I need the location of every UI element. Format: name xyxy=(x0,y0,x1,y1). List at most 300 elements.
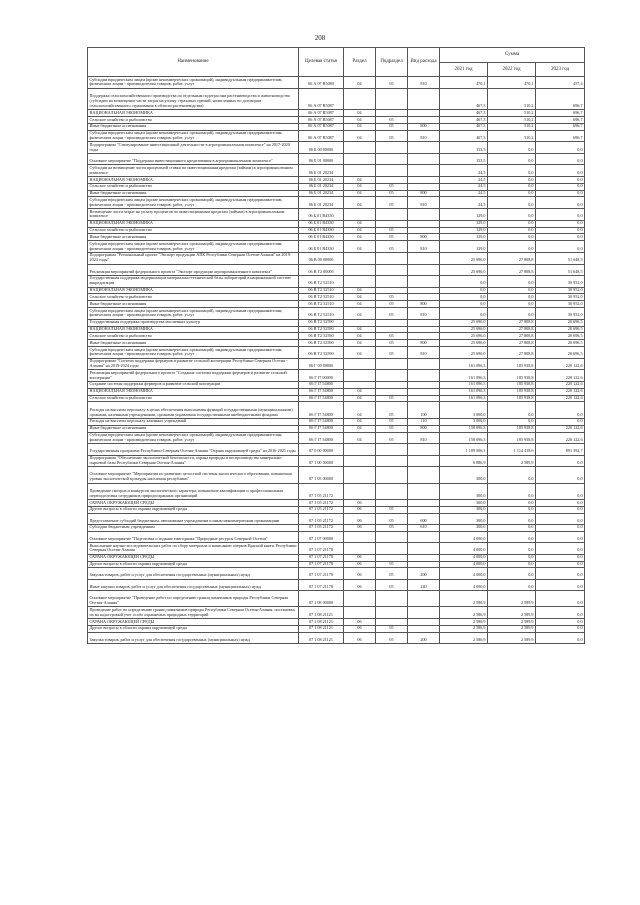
cell-2021: 470,1 xyxy=(440,77,488,89)
table-row xyxy=(88,531,585,542)
cell-2021: 129,0 xyxy=(440,227,488,234)
cell-article: 07 0 00 00000 xyxy=(299,444,344,455)
cell-name: Сельское хозяйство и рыболовство xyxy=(88,395,299,402)
cell-name: Проведение смотров и конкурсов экологического характера, повышение квалификации и профессиональная переподготовка сотрудников природоохранных организаций xyxy=(88,483,299,499)
cell-2021: 300,0 xyxy=(440,524,488,531)
cell-exp-type xyxy=(408,561,440,568)
cell-exp-type xyxy=(408,142,440,154)
cell-2021: 161 096,3 xyxy=(440,395,488,402)
header-sum: Сумма xyxy=(440,48,585,63)
cell-2022: 185 938,8 xyxy=(488,358,536,370)
cell-section xyxy=(344,607,376,619)
cell-article: 06 Б 01 20234 xyxy=(299,177,344,184)
cell-article: 06 Г I7 54800 xyxy=(299,418,344,425)
cell-article: 06 В Т2 52590 xyxy=(299,326,344,333)
cell-2023: 220 122,6 xyxy=(536,395,585,402)
cell-exp-type: 800 xyxy=(408,425,440,432)
cell-exp-type xyxy=(408,110,440,117)
cell-article: 06 В Т2 52510 xyxy=(299,308,344,320)
cell-section xyxy=(344,264,376,275)
cell-2021: 467,3 xyxy=(440,110,488,117)
cell-name: НАЦИОНАЛЬНАЯ ЭКОНОМИКА xyxy=(88,287,299,294)
cell-2021: 3 000,0 xyxy=(440,418,488,425)
cell-2021: 300,0 xyxy=(440,500,488,507)
cell-section xyxy=(344,165,376,177)
cell-2022: 0,0 xyxy=(488,154,536,165)
cell-section xyxy=(344,88,376,110)
cell-subsection xyxy=(376,483,408,499)
cell-name: Возмещение части затрат на уплату процентов по инвестиционным кредитам (займам) в агропромышленном комплексе xyxy=(88,209,299,221)
cell-2021: 1 109 506,1 xyxy=(440,444,488,455)
cell-subsection: 05 xyxy=(376,301,408,308)
cell-article: 06 Б 01 R4330 xyxy=(299,241,344,253)
cell-exp-type xyxy=(408,467,440,483)
table-row xyxy=(88,625,585,632)
cell-subsection xyxy=(376,287,408,294)
cell-2021: 25 696,0 xyxy=(440,326,488,333)
cell-2023: 0,0 xyxy=(536,183,585,190)
cell-section: 04 xyxy=(344,234,376,241)
cell-article: 06 Б 01 R4330 xyxy=(299,234,344,241)
table-row xyxy=(88,220,585,227)
cell-2022: 0,0 xyxy=(488,183,536,190)
cell-section: 04 xyxy=(344,190,376,197)
cell-2021: 25 696,0 xyxy=(440,264,488,275)
cell-section: 06 xyxy=(344,568,376,579)
table-row xyxy=(88,568,585,579)
cell-exp-type xyxy=(408,117,440,124)
cell-exp-type xyxy=(408,326,440,333)
cell-article: 07 1 08 21121 xyxy=(299,625,344,632)
cell-article: 07 1 05 21172 xyxy=(299,524,344,531)
table-row xyxy=(88,418,585,425)
cell-subsection: 05 xyxy=(376,308,408,320)
cell-section: 06 xyxy=(344,561,376,568)
cell-subsection: 05 xyxy=(376,625,408,632)
cell-exp-type xyxy=(408,506,440,513)
cell-name: Расходы на выплаты персоналу в целях обеспечения выполнения функций государственными (муниципальными) органами, казенными учреждениями, органами управления государственными внебюджетными фондами xyxy=(88,402,299,418)
cell-2022: 0,0 xyxy=(488,294,536,301)
cell-article: 06 Б 01 20234 xyxy=(299,183,344,190)
cell-2023: 0,0 xyxy=(536,632,585,643)
cell-2022: 27 808,8 xyxy=(488,319,536,326)
cell-article: 06 А 07 R5087 xyxy=(299,110,344,117)
cell-2022: 27 808,8 xyxy=(488,326,536,333)
cell-subsection: 05 xyxy=(376,513,408,524)
cell-exp-type xyxy=(408,264,440,275)
cell-2021: 129,0 xyxy=(440,209,488,221)
cell-2021: 2 586,9 xyxy=(440,591,488,607)
table-row xyxy=(88,117,585,124)
cell-name: Иные закупки товаров, работ и услуг для обеспечения государственных (муниципальных) нужд xyxy=(88,579,299,590)
cell-name: Предоставление субсидий бюджетным, автономным учреждениям и иным некоммерческим организациям xyxy=(88,513,299,524)
cell-2022: 0,0 xyxy=(488,418,536,425)
cell-2023: 0,0 xyxy=(536,418,585,425)
table-row xyxy=(88,123,585,130)
cell-2021: 300,0 xyxy=(440,467,488,483)
cell-section: 04 xyxy=(344,340,376,347)
table-row xyxy=(88,467,585,483)
cell-exp-type xyxy=(408,220,440,227)
cell-2023: 0,0 xyxy=(536,483,585,499)
cell-2022: 2 589,9 xyxy=(488,591,536,607)
header-year-2023: 2023 год xyxy=(536,63,585,77)
cell-2022: 0,0 xyxy=(488,197,536,209)
cell-subsection xyxy=(376,388,408,395)
cell-2022: 0,0 xyxy=(488,142,536,154)
cell-section xyxy=(344,209,376,221)
cell-2023: 20 696,5 xyxy=(536,333,585,340)
table-row xyxy=(88,632,585,643)
cell-2022: 0,0 xyxy=(488,483,536,499)
cell-2022: 0,0 xyxy=(488,467,536,483)
cell-2023: 220 122,6 xyxy=(536,425,585,432)
cell-article: 06 Г I7 54800 xyxy=(299,381,344,388)
cell-subsection: 05 xyxy=(376,340,408,347)
cell-name: ОХРАНА ОКРУЖАЮЩЕЙ СРЕДЫ xyxy=(88,619,299,626)
cell-article: 06 Б 01 20234 xyxy=(299,197,344,209)
cell-2021: 4 000,0 xyxy=(440,561,488,568)
cell-2021: 0,0 xyxy=(440,275,488,287)
cell-article: 06 Б 01 20234 xyxy=(299,190,344,197)
cell-name: Подпрограмма "Стимулирование инвестиционной деятельности в агропромышленном комплексе" на 2017-2020 годы xyxy=(88,142,299,154)
header-name: Наименование xyxy=(88,48,299,77)
cell-exp-type xyxy=(408,619,440,626)
cell-section xyxy=(344,467,376,483)
cell-section: 04 xyxy=(344,220,376,227)
cell-exp-type xyxy=(408,370,440,382)
cell-exp-type xyxy=(408,183,440,190)
cell-section: 04 xyxy=(344,183,376,190)
table-row xyxy=(88,241,585,253)
cell-2021: 2 586,9 xyxy=(440,632,488,643)
table-row xyxy=(88,444,585,455)
cell-2022: 0,0 xyxy=(488,531,536,542)
table-row xyxy=(88,154,585,165)
cell-2022: 0,0 xyxy=(488,402,536,418)
cell-article: 06 А 07 R5087 xyxy=(299,123,344,130)
table-row xyxy=(88,381,585,388)
cell-subsection: 05 xyxy=(376,561,408,568)
cell-section xyxy=(344,252,376,264)
cell-2023: 0,0 xyxy=(536,568,585,579)
cell-section: 04 xyxy=(344,110,376,117)
cell-name: Государственная поддержка модернизации материально-технической базы лабораторий в национальной системе аккредитации xyxy=(88,275,299,287)
cell-section: 04 xyxy=(344,77,376,89)
cell-name: Выполнение научно-исследовательских работ по сбору материала и написанию очерков Красной книги Республики Северная Осетия-Алания xyxy=(88,543,299,555)
cell-2022: 185 938,8 xyxy=(488,381,536,388)
cell-2023: 30 952,0 xyxy=(536,287,585,294)
cell-2022: 0,0 xyxy=(488,220,536,227)
cell-exp-type xyxy=(408,275,440,287)
cell-subsection: 05 xyxy=(376,425,408,432)
cell-article: 06 Г I7 00000 xyxy=(299,370,344,382)
cell-article: 06 В 00 00000 xyxy=(299,252,344,264)
cell-2023: 220 122,6 xyxy=(536,388,585,395)
cell-article: 06 В Т2 52510 xyxy=(299,287,344,294)
table-row xyxy=(88,395,585,402)
cell-section: 04 xyxy=(344,333,376,340)
cell-exp-type xyxy=(408,154,440,165)
cell-article: 07 1 08 21121 xyxy=(299,632,344,643)
cell-exp-type xyxy=(408,543,440,555)
table-row xyxy=(88,425,585,432)
cell-name: Иные бюджетные ассигнования xyxy=(88,425,299,432)
cell-2022: 510,2 xyxy=(488,110,536,117)
cell-subsection xyxy=(376,154,408,165)
cell-subsection: 05 xyxy=(376,524,408,531)
cell-name: Другие вопросы в области охраны окружающей среды xyxy=(88,561,299,568)
table-row xyxy=(88,543,585,555)
table-row xyxy=(88,591,585,607)
cell-subsection: 05 xyxy=(376,183,408,190)
cell-2021: 25 696,0 xyxy=(440,347,488,359)
cell-exp-type xyxy=(408,333,440,340)
cell-name: Субсидии юридическим лицам (кроме некоммерческих организаций), индивидуальным предпринимателям, физическим лицам - производителям товаров, работ, услуг xyxy=(88,347,299,359)
cell-2023: 51 648,5 xyxy=(536,252,585,264)
table-row xyxy=(88,234,585,241)
cell-exp-type xyxy=(408,287,440,294)
cell-2021: 24,5 xyxy=(440,183,488,190)
cell-exp-type xyxy=(408,483,440,499)
cell-name: Расходы на выплаты персоналу казенных учреждений xyxy=(88,418,299,425)
cell-exp-type xyxy=(408,252,440,264)
cell-article: 06 В Т2 52590 xyxy=(299,347,344,359)
cell-2022: 510,2 xyxy=(488,130,536,142)
cell-exp-type xyxy=(408,455,440,467)
cell-exp-type: 810 xyxy=(408,77,440,89)
cell-2023: 0,0 xyxy=(536,506,585,513)
cell-exp-type xyxy=(408,294,440,301)
cell-article: 06 Г I7 54800 xyxy=(299,402,344,418)
cell-subsection: 05 xyxy=(376,294,408,301)
cell-exp-type xyxy=(408,444,440,455)
cell-subsection xyxy=(376,142,408,154)
cell-exp-type xyxy=(408,531,440,542)
cell-name: Поддержка сельскохозяйственного производства по отдельным подотраслям растениеводства и животноводства (субсидии на возмещение части затрат на уплату страховых премий, начисленных по договорам сельскохозяйственного страхования в области растениеводства) xyxy=(88,88,299,110)
cell-name: Иные бюджетные ассигнования xyxy=(88,340,299,347)
cell-name: Закупка товаров, работ и услуг для обеспечения государственных (муниципальных) нужд xyxy=(88,632,299,643)
cell-2022: 470,1 xyxy=(488,77,536,89)
cell-2023: 0,0 xyxy=(536,227,585,234)
cell-exp-type xyxy=(408,381,440,388)
cell-name: НАЦИОНАЛЬНАЯ ЭКОНОМИКА xyxy=(88,177,299,184)
cell-section: 04 xyxy=(344,308,376,320)
cell-2021: 4 000,0 xyxy=(440,568,488,579)
cell-2021: 25 696,0 xyxy=(440,319,488,326)
cell-exp-type xyxy=(408,88,440,110)
table-row xyxy=(88,483,585,499)
cell-2022: 185 938,8 xyxy=(488,388,536,395)
cell-exp-type: 810 xyxy=(408,432,440,444)
cell-subsection: 05 xyxy=(376,234,408,241)
table-row xyxy=(88,294,585,301)
cell-2023: 220 122,6 xyxy=(536,370,585,382)
cell-article: 06 Б 01 20234 xyxy=(299,165,344,177)
table-row xyxy=(88,308,585,320)
cell-article: 06 Б 01 00000 xyxy=(299,154,344,165)
cell-2023: 696,7 xyxy=(536,88,585,110)
table-body xyxy=(88,77,585,644)
header-exp-type: Вид расхода xyxy=(408,48,440,77)
cell-section: 06 xyxy=(344,500,376,507)
cell-subsection: 05 xyxy=(376,418,408,425)
cell-article: 06 Г I7 54800 xyxy=(299,395,344,402)
cell-section: 06 xyxy=(344,524,376,531)
cell-subsection: 05 xyxy=(376,241,408,253)
cell-section xyxy=(344,381,376,388)
table-row xyxy=(88,619,585,626)
table-row xyxy=(88,264,585,275)
cell-2021: 153,5 xyxy=(440,154,488,165)
cell-2022: 0,0 xyxy=(488,241,536,253)
cell-subsection xyxy=(376,209,408,221)
cell-2021: 6 886,9 xyxy=(440,455,488,467)
cell-2022: 27 808,8 xyxy=(488,252,536,264)
table-row xyxy=(88,402,585,418)
cell-2021: 161 096,3 xyxy=(440,370,488,382)
cell-section xyxy=(344,543,376,555)
cell-2022: 0,0 xyxy=(488,513,536,524)
cell-2022: 0,0 xyxy=(488,301,536,308)
cell-section: 04 xyxy=(344,402,376,418)
cell-2023: 0,0 xyxy=(536,591,585,607)
cell-section xyxy=(344,370,376,382)
cell-2023: 20 696,5 xyxy=(536,340,585,347)
cell-2023: 0,0 xyxy=(536,177,585,184)
cell-subsection xyxy=(376,500,408,507)
cell-2023: 0,0 xyxy=(536,209,585,221)
cell-subsection: 05 xyxy=(376,568,408,579)
budget-table xyxy=(87,47,585,644)
cell-2023: 891 392,7 xyxy=(536,444,585,455)
cell-subsection: 05 xyxy=(376,227,408,234)
cell-name: НАЦИОНАЛЬНАЯ ЭКОНОМИКА xyxy=(88,220,299,227)
cell-2023: 0,0 xyxy=(536,455,585,467)
cell-2021: 0,0 xyxy=(440,287,488,294)
table-row xyxy=(88,110,585,117)
cell-article: 07 1 07 21178 xyxy=(299,579,344,590)
cell-2022: 510,2 xyxy=(488,88,536,110)
cell-name: НАЦИОНАЛЬНАЯ ЭКОНОМИКА xyxy=(88,110,299,117)
cell-article: 06 А 07 R5087 xyxy=(299,117,344,124)
cell-2021: 24,5 xyxy=(440,177,488,184)
cell-exp-type xyxy=(408,319,440,326)
table-row xyxy=(88,177,585,184)
cell-2021: 24,5 xyxy=(440,190,488,197)
table-row xyxy=(88,190,585,197)
cell-2022: 0,0 xyxy=(488,500,536,507)
cell-2023: 0,0 xyxy=(536,500,585,507)
cell-name: Другие вопросы в области охраны окружающей среды xyxy=(88,625,299,632)
cell-exp-type: 800 xyxy=(408,301,440,308)
cell-name: Субсидии бюджетным учреждениям xyxy=(88,524,299,531)
cell-exp-type xyxy=(408,358,440,370)
header-year-2021: 2021 год xyxy=(440,63,488,77)
cell-article: 06 В Т2 52590 xyxy=(299,340,344,347)
cell-name: Государственная программа Республики Северная Осетия-Алания "Охрана окружающей среды" на 2016-2021 годы xyxy=(88,444,299,455)
cell-2022: 0,0 xyxy=(488,227,536,234)
cell-2022: 185 938,8 xyxy=(488,432,536,444)
cell-2021: 300,0 xyxy=(440,506,488,513)
cell-article: 07 1 00 00000 xyxy=(299,455,344,467)
cell-subsection: 05 xyxy=(376,347,408,359)
cell-exp-type: 810 xyxy=(408,130,440,142)
cell-name: Иные бюджетные ассигнования xyxy=(88,190,299,197)
cell-name: Государственная поддержка производства масличных культур xyxy=(88,319,299,326)
cell-exp-type: 810 xyxy=(408,197,440,209)
cell-2023: 696,7 xyxy=(536,123,585,130)
cell-2023: 0,0 xyxy=(536,241,585,253)
cell-subsection: 05 xyxy=(376,632,408,643)
table-row xyxy=(88,432,585,444)
cell-subsection xyxy=(376,165,408,177)
cell-2022: 510,2 xyxy=(488,123,536,130)
cell-name: Сельское хозяйство и рыболовство xyxy=(88,117,299,124)
cell-section xyxy=(344,483,376,499)
cell-2022: 185 938,8 xyxy=(488,395,536,402)
cell-name: Иные бюджетные ассигнования xyxy=(88,123,299,130)
cell-2021: 153,5 xyxy=(440,142,488,154)
cell-name: Сельское хозяйство и рыболовство xyxy=(88,333,299,340)
cell-section: 06 xyxy=(344,632,376,643)
cell-2021: 467,3 xyxy=(440,117,488,124)
cell-name: Сельское хозяйство и рыболовство xyxy=(88,227,299,234)
table-row xyxy=(88,183,585,190)
cell-article: 06 Б 00 00000 xyxy=(299,142,344,154)
cell-subsection: 05 xyxy=(376,190,408,197)
cell-2023: 0,0 xyxy=(536,234,585,241)
cell-name: Субсидии юридическим лицам (кроме некоммерческих организаций), индивидуальным предпринимателям, физическим лицам - производителям товаров, работ, услуг xyxy=(88,241,299,253)
cell-article: 07 1 07 21178 xyxy=(299,561,344,568)
cell-exp-type xyxy=(408,177,440,184)
cell-subsection: 05 xyxy=(376,123,408,130)
cell-section xyxy=(344,319,376,326)
cell-2021: 129,0 xyxy=(440,234,488,241)
cell-section xyxy=(344,531,376,542)
cell-section: 06 xyxy=(344,513,376,524)
table-row xyxy=(88,388,585,395)
cell-2023: 30 952,0 xyxy=(536,308,585,320)
cell-exp-type: 810 xyxy=(408,347,440,359)
cell-article: 07 1 05 21172 xyxy=(299,513,344,524)
cell-name: Субсидии юридическим лицам (кроме некоммерческих организаций), индивидуальным предпринимателям, физическим лицам - производителям товаров, работ, услуг xyxy=(88,432,299,444)
cell-name: Реализация мероприятий федерального проекта "Экспорт продукции агропромышленного комплекса" xyxy=(88,264,299,275)
table-row xyxy=(88,500,585,507)
cell-2022: 0,0 xyxy=(488,177,536,184)
cell-2022: 0,0 xyxy=(488,579,536,590)
table-row xyxy=(88,455,585,467)
cell-2023: 0,0 xyxy=(536,531,585,542)
cell-2021: 4 000,0 xyxy=(440,543,488,555)
cell-article: 07 1 05 21172 xyxy=(299,500,344,507)
cell-2023: 0,0 xyxy=(536,467,585,483)
cell-2023: 0,0 xyxy=(536,524,585,531)
table-row xyxy=(88,77,585,89)
cell-section xyxy=(344,154,376,165)
cell-section: 04 xyxy=(344,123,376,130)
cell-2021: 467,3 xyxy=(440,130,488,142)
cell-article: 07 1 05 21172 xyxy=(299,506,344,513)
cell-section xyxy=(344,275,376,287)
cell-subsection: 05 xyxy=(376,579,408,590)
cell-subsection xyxy=(376,554,408,561)
cell-2022: 0,0 xyxy=(488,275,536,287)
cell-2023: 0,0 xyxy=(536,197,585,209)
cell-2021: 25 696,0 xyxy=(440,252,488,264)
cell-2022: 0,0 xyxy=(488,209,536,221)
cell-2023: 0,0 xyxy=(536,554,585,561)
